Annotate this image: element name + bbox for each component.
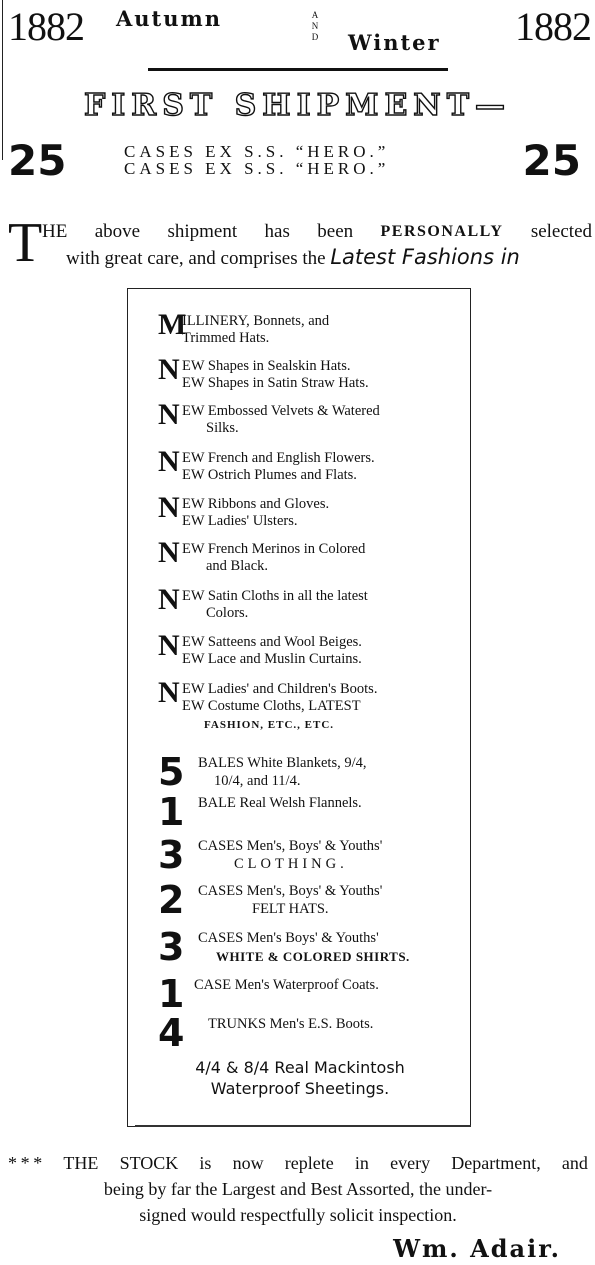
- footer-line-2: being by far the Largest and Best Assorted, the under-: [103, 1179, 493, 1199]
- intro-latest-fashions: Latest Fashions in: [330, 245, 520, 269]
- mackintosh-line-1: 4/4 & 8/4 Real Mackintosh: [195, 1058, 405, 1077]
- season-autumn: Autumn: [116, 6, 223, 31]
- and-vertical: [308, 10, 322, 43]
- footer-word: and: [561, 1153, 588, 1173]
- header: [6, 6, 591, 58]
- entry-initial: N: [158, 491, 180, 524]
- entry-line-2: Colors.: [206, 605, 249, 621]
- qty-line-1: CASE Men's Waterproof Coats.: [194, 977, 379, 993]
- qty-number: 5: [158, 750, 185, 794]
- cases-count-left: 25: [8, 136, 67, 185]
- intro-line-1: [42, 220, 592, 244]
- and-letter-n: N: [311, 21, 319, 31]
- entry-line-1: EW Ribbons and Gloves.: [182, 496, 330, 512]
- entry-line-2: EW Ostrich Plumes and Flats.: [182, 467, 357, 483]
- qty-line-2: FELT HATS.: [252, 901, 329, 917]
- entry-line-1: EW Ladies' and Children's Boots.: [182, 681, 378, 697]
- entry-initial: N: [158, 353, 180, 386]
- header-rule: [148, 68, 448, 71]
- intro-selected: selected: [530, 221, 592, 242]
- qty-number: 2: [158, 878, 185, 922]
- entry-line-2: EW Shapes in Satin Straw Hats.: [182, 375, 369, 391]
- footer-line-3: signed would respectfully solicit inspection.: [139, 1205, 457, 1225]
- headline-first-shipment: FIRST SHIPMENT—: [83, 88, 512, 123]
- intro-word: shipment: [167, 221, 238, 242]
- footer-word: is: [199, 1153, 212, 1173]
- intro-word: been: [317, 221, 354, 242]
- qty-line-1: CASES Men's Boys' & Youths': [198, 930, 379, 946]
- entry-initial: N: [158, 398, 180, 431]
- qty-line-1: CASES Men's, Boys' & Youths': [198, 838, 383, 854]
- intro-word: has: [264, 221, 290, 242]
- qty-line-1: BALES White Blankets, 9/4,: [198, 755, 367, 771]
- goods-list-box-shadow: [135, 1125, 471, 1127]
- footer-paragraph: [8, 1150, 588, 1228]
- intro-word: above: [94, 221, 141, 242]
- entry-line-2: and Black.: [206, 558, 269, 574]
- intro-personally: PERSONALLY: [380, 223, 504, 240]
- footer-line-1: [8, 1150, 588, 1176]
- entry-line-2: Silks.: [206, 420, 239, 436]
- qty-line-2: 10/4, and 11/4.: [214, 773, 301, 789]
- entry-line-2: Trimmed Hats.: [182, 330, 270, 346]
- qty-line-1: TRUNKS Men's E.S. Boots.: [208, 1016, 374, 1032]
- qty-number: 3: [158, 833, 185, 877]
- signature: Wm. Adair.: [393, 1234, 561, 1263]
- entry-line-1: EW Embossed Velvets & Watered: [182, 403, 380, 419]
- qty-number: 1: [158, 972, 185, 1016]
- footer-word: every: [390, 1153, 431, 1173]
- entry-initial: M: [158, 308, 187, 341]
- qty-number: 1: [158, 790, 185, 834]
- entry-line-1: EW Satteens and Wool Beiges.: [182, 634, 362, 650]
- entry-line-1: EW French and English Flowers.: [182, 450, 375, 466]
- footer-word: replete: [284, 1153, 334, 1173]
- entry-line-2: EW Lace and Muslin Curtains.: [182, 651, 362, 667]
- entry-line-2: EW Ladies' Ulsters.: [182, 513, 298, 529]
- entry-line-3: FASHION, ETC., ETC.: [204, 719, 335, 731]
- and-letter-a: A: [311, 10, 319, 20]
- cases-line-1: CASES EX S.S. “HERO.”: [124, 142, 390, 161]
- year-right: 1882: [515, 4, 591, 49]
- qty-line-2: WHITE & COLORED SHIRTS.: [216, 949, 410, 964]
- qty-line-1: CASES Men's, Boys' & Youths': [198, 883, 383, 899]
- footer-word: now: [232, 1153, 264, 1173]
- entry-initial: N: [158, 536, 180, 569]
- intro-line-2-text: with great care, and comprises the: [66, 248, 331, 269]
- cases-count-right: 25: [522, 136, 581, 185]
- intro-line-2: [66, 245, 595, 271]
- left-column-rule: [2, 0, 3, 160]
- entry-initial: N: [158, 629, 180, 662]
- entry-initial: N: [158, 445, 180, 478]
- footer-word: Department,: [451, 1153, 541, 1173]
- year-left: 1882: [8, 4, 84, 49]
- mackintosh-line-2: Waterproof Sheetings.: [210, 1079, 390, 1098]
- entry-line-1: EW Shapes in Sealskin Hats.: [182, 358, 351, 374]
- footer-word: STOCK: [119, 1153, 179, 1173]
- entry-initial: N: [158, 583, 180, 616]
- qty-line-1: BALE Real Welsh Flannels.: [198, 795, 362, 811]
- qty-line-2: CLOTHING.: [234, 856, 348, 872]
- entry-line-1: ILLINERY, Bonnets, and: [182, 313, 330, 329]
- footer-word: in: [354, 1153, 369, 1173]
- intro-word: HE: [42, 221, 68, 242]
- qty-number: 3: [158, 925, 185, 969]
- entry-initial: N: [158, 676, 180, 709]
- qty-number: 4: [158, 1011, 185, 1055]
- footer-word: THE: [63, 1153, 99, 1173]
- entry-line-1: EW French Merinos in Colored: [182, 541, 366, 557]
- intro-drop-cap: T: [8, 212, 43, 274]
- season-winter: Winter: [348, 30, 441, 55]
- and-letter-d: D: [311, 32, 319, 42]
- footer-asterism: * * *: [8, 1153, 43, 1173]
- cases-line-2: CASES EX S.S. “HERO.”: [124, 159, 390, 178]
- entry-line-2: EW Costume Cloths, LATEST: [182, 698, 361, 714]
- entry-line-1: EW Satin Cloths in all the latest: [182, 588, 368, 604]
